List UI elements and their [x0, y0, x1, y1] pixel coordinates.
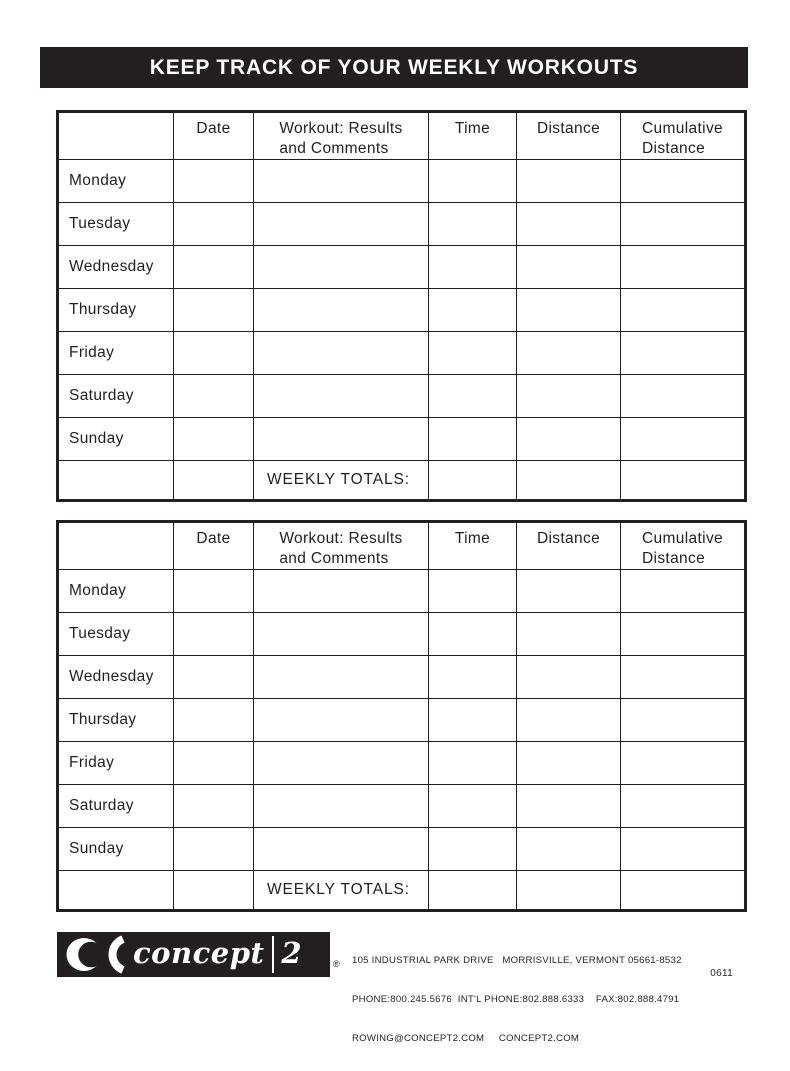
day-label-tuesday: Tuesday [58, 202, 174, 245]
entry-cell [517, 417, 621, 460]
entry-cell [429, 460, 517, 500]
day-label-thursday: Thursday [58, 698, 174, 741]
entry-cell [517, 202, 621, 245]
entry-cell [621, 417, 746, 460]
table-row [58, 245, 746, 288]
day-label-sunday: Sunday [58, 827, 174, 870]
entry-cell [429, 827, 517, 870]
date-header-label: Date [196, 120, 231, 137]
address-line: 105 INDUSTRIAL PARK DRIVE MORRISVILLE, VERMONT 05661-8532 [352, 955, 682, 966]
time-header-label: Time [454, 120, 491, 137]
week-table-1 [56, 110, 747, 502]
table-row [58, 331, 746, 374]
table-row [58, 698, 746, 741]
day-label-friday: Friday [58, 331, 174, 374]
entry-cell [429, 202, 517, 245]
entry-cell [174, 374, 254, 417]
entry-cell [429, 331, 517, 374]
day-label-saturday: Saturday [58, 784, 174, 827]
day-header-cell [58, 522, 174, 570]
entry-cell [517, 159, 621, 202]
entry-cell [174, 870, 254, 910]
entry-cell [621, 331, 746, 374]
day-label-saturday: Saturday [58, 374, 174, 417]
entry-cell [621, 569, 746, 612]
day-label-wednesday: Wednesday [58, 655, 174, 698]
entry-cell [429, 741, 517, 784]
logo-divider [272, 936, 274, 973]
distance-header-label: Distance [536, 530, 601, 547]
entry-cell [254, 202, 429, 245]
day-label-wednesday: Wednesday [58, 245, 174, 288]
table-row [58, 784, 746, 827]
distance-header-cell [517, 112, 621, 160]
table-row [58, 655, 746, 698]
entry-cell [254, 245, 429, 288]
weekly-totals-label: WEEKLY TOTALS: [254, 460, 429, 500]
entry-cell [621, 159, 746, 202]
entry-cell [429, 569, 517, 612]
entry-cell [429, 245, 517, 288]
entry-cell [254, 827, 429, 870]
concept2-eclipse-icon [57, 932, 131, 977]
entry-cell [254, 417, 429, 460]
table-row [58, 159, 746, 202]
entry-cell [58, 460, 174, 500]
entry-cell [174, 460, 254, 500]
entry-cell [621, 612, 746, 655]
date-header-cell [174, 112, 254, 160]
day-label-tuesday: Tuesday [58, 612, 174, 655]
logo-number: 2 [281, 936, 302, 970]
entry-cell [621, 202, 746, 245]
entry-cell [429, 288, 517, 331]
entry-cell [174, 569, 254, 612]
entry-cell [517, 741, 621, 784]
entry-cell [517, 288, 621, 331]
phone-line: PHONE:800.245.5676 INT'L PHONE:802.888.6333 FAX:802.888.4791 [352, 994, 680, 1005]
entry-cell [174, 655, 254, 698]
distance-header-cell [517, 522, 621, 570]
entry-cell [429, 612, 517, 655]
time-header-cell [429, 522, 517, 570]
cumulative-header-cell [621, 522, 746, 570]
entry-cell [517, 460, 621, 500]
table-row [58, 741, 746, 784]
entry-cell [429, 784, 517, 827]
time-header-label: Time [454, 530, 491, 547]
entry-cell [174, 245, 254, 288]
entry-cell [174, 827, 254, 870]
day-label-monday: Monday [58, 159, 174, 202]
workout-header-label: Workout: Results and Comments [279, 530, 403, 567]
cumulative-header-cell [621, 112, 746, 160]
page-title: KEEP TRACK OF YOUR WEEKLY WORKOUTS [149, 55, 639, 79]
entry-cell [254, 374, 429, 417]
entry-cell [174, 612, 254, 655]
entry-cell [174, 202, 254, 245]
registered-trademark-symbol: ® [333, 959, 340, 969]
entry-cell [174, 331, 254, 374]
entry-cell [174, 288, 254, 331]
table-row [58, 374, 746, 417]
table-row [58, 569, 746, 612]
day-label-monday: Monday [58, 569, 174, 612]
header-row [58, 112, 746, 160]
entry-cell [174, 159, 254, 202]
web-line: ROWING@CONCEPT2.COM CONCEPT2.COM [352, 1033, 580, 1044]
entry-cell [254, 655, 429, 698]
concept2-logo [57, 932, 330, 977]
entry-cell [254, 569, 429, 612]
entry-cell [621, 784, 746, 827]
header-row [58, 522, 746, 570]
time-header-cell [429, 112, 517, 160]
workout-header-cell [254, 522, 429, 570]
table-row [58, 288, 746, 331]
entry-cell [254, 698, 429, 741]
entry-cell [517, 827, 621, 870]
weekly-totals-row [58, 460, 746, 500]
entry-cell [517, 784, 621, 827]
entry-cell [174, 417, 254, 460]
entry-cell [517, 331, 621, 374]
entry-cell [517, 569, 621, 612]
entry-cell [429, 655, 517, 698]
entry-cell [254, 331, 429, 374]
cumulative-header-label: Cumulative Distance [641, 120, 724, 157]
entry-cell [174, 698, 254, 741]
entry-cell [517, 612, 621, 655]
entry-cell [429, 417, 517, 460]
day-label-sunday: Sunday [58, 417, 174, 460]
entry-cell [517, 698, 621, 741]
day-label-friday: Friday [58, 741, 174, 784]
entry-cell [621, 288, 746, 331]
day-label-thursday: Thursday [58, 288, 174, 331]
cumulative-header-label: Cumulative Distance [641, 530, 724, 567]
entry-cell [174, 741, 254, 784]
form-code: 0611 [710, 968, 733, 979]
entry-cell [621, 460, 746, 500]
entry-cell [254, 288, 429, 331]
entry-cell [58, 870, 174, 910]
table-row [58, 202, 746, 245]
entry-cell [254, 612, 429, 655]
table-row [58, 827, 746, 870]
entry-cell [429, 159, 517, 202]
entry-cell [429, 698, 517, 741]
date-header-cell [174, 522, 254, 570]
entry-cell [517, 870, 621, 910]
date-header-label: Date [196, 530, 231, 547]
entry-cell [621, 870, 746, 910]
day-header-cell [58, 112, 174, 160]
entry-cell [429, 374, 517, 417]
entry-cell [621, 245, 746, 288]
workout-header-label: Workout: Results and Comments [279, 120, 403, 157]
entry-cell [621, 827, 746, 870]
entry-cell [254, 784, 429, 827]
entry-cell [621, 655, 746, 698]
entry-cell [174, 784, 254, 827]
workout-header-cell [254, 112, 429, 160]
weekly-totals-row [58, 870, 746, 910]
entry-cell [429, 870, 517, 910]
title-banner [40, 47, 748, 88]
table-row [58, 612, 746, 655]
table-row [58, 417, 746, 460]
entry-cell [621, 374, 746, 417]
logo-wordmark: concept [133, 936, 265, 970]
entry-cell [621, 741, 746, 784]
entry-cell [254, 159, 429, 202]
entry-cell [254, 741, 429, 784]
entry-cell [517, 374, 621, 417]
entry-cell [621, 698, 746, 741]
contact-info [352, 928, 682, 1071]
weekly-totals-label: WEEKLY TOTALS: [254, 870, 429, 910]
distance-header-label: Distance [536, 120, 601, 137]
entry-cell [517, 245, 621, 288]
entry-cell [517, 655, 621, 698]
week-table-2 [56, 520, 747, 912]
